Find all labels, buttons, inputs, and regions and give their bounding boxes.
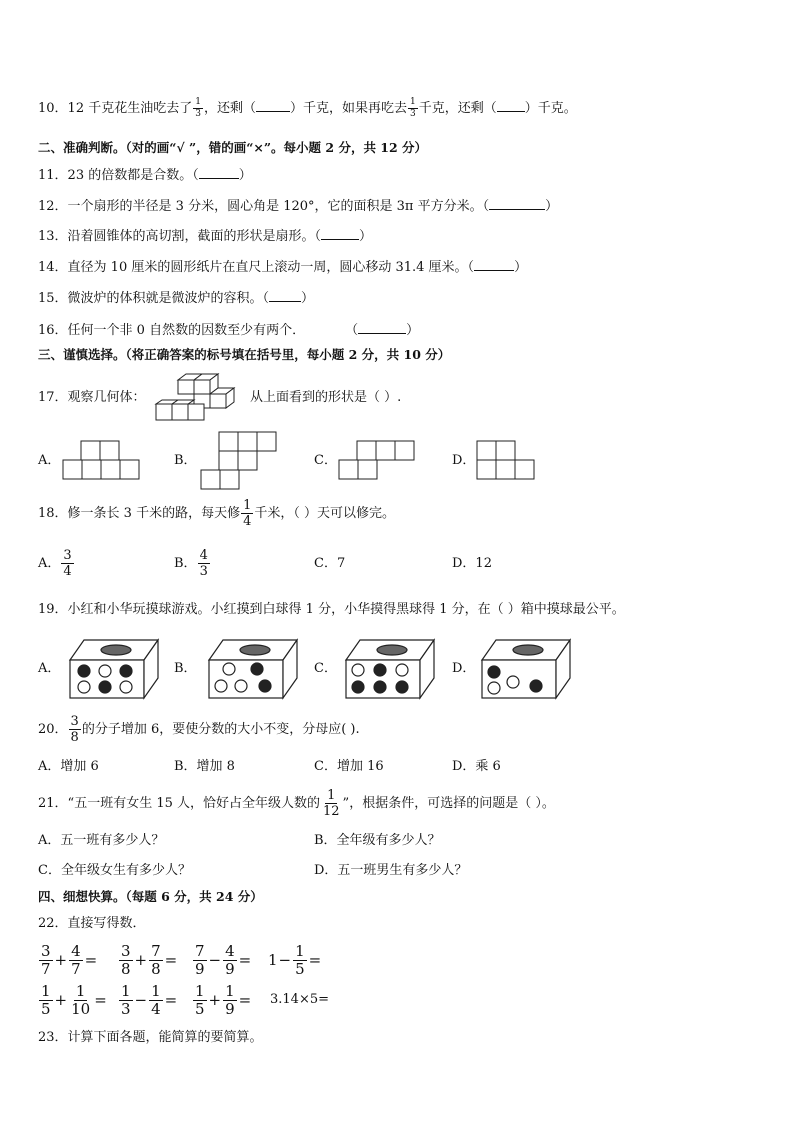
q21-option-c[interactable]: C．全年级女生有多少人？: [38, 863, 191, 878]
question-17-tail: 从上面看到的形状是（ ）.: [250, 390, 402, 405]
expression: $\frac{3}{8}$ + $\frac{7}{8}$ =: [121, 942, 178, 978]
fraction: $\frac{3}{4}$: [63, 548, 72, 579]
answer-blank[interactable]: [474, 258, 514, 271]
expression: $\frac{1}{3}$ − $\frac{1}{4}$ =: [121, 982, 178, 1018]
expression: 3.14×5=: [270, 992, 330, 1007]
question-15: 15．微波炉的体积就是微波炉的容积。（ ）: [38, 291, 315, 306]
fraction: $\frac{1}{3}$: [410, 97, 416, 119]
q19-option-c[interactable]: C．: [314, 661, 337, 676]
question-18: 18．修一条长 3 千米的路，每天修 $\frac{1}{4}$ 千米，（ ）天可以修完。: [38, 498, 395, 529]
q18-option-c[interactable]: C．7: [314, 556, 346, 571]
q19-option-d[interactable]: D．: [452, 661, 476, 676]
ball-box-c: [344, 638, 436, 700]
solid-figure: [154, 372, 238, 422]
question-19: 19．小红和小华玩摸球游戏。小红摸到白球得 1 分，小华摸得黑球得 1 分，在（ ）箱中摸球最公平。: [38, 602, 625, 617]
expression: $\frac{1}{5}$ + $\frac{1}{9}$ =: [195, 982, 252, 1018]
option-b[interactable]: B．: [174, 453, 197, 468]
answer-blank[interactable]: [256, 99, 290, 112]
answer-blank[interactable]: [199, 166, 239, 179]
answer-blank[interactable]: [358, 321, 406, 334]
q18-option-d[interactable]: D．12: [452, 556, 492, 571]
option-a[interactable]: A．: [38, 453, 61, 468]
q21-option-a[interactable]: A．五一班有多少人？: [38, 833, 165, 848]
question-14: 14．直径为 10 厘米的圆形纸片在直尺上滚动一周，圆心移动 31.4 厘米。（ ）: [38, 260, 528, 275]
fraction: $\frac{1}{12}$: [323, 788, 340, 819]
question-23: 23．计算下面各题，能简算的要简算。: [38, 1030, 263, 1045]
option-d[interactable]: D．: [452, 453, 476, 468]
expression: 1 − $\frac{1}{5}$ =: [268, 942, 322, 978]
top-view-shape-a: [62, 440, 140, 482]
q20-option-a[interactable]: A．增加 6: [38, 759, 99, 774]
q20-option-d[interactable]: D．乘 6: [452, 759, 501, 774]
q19-option-b[interactable]: B．: [174, 661, 197, 676]
top-view-shape-b: [200, 431, 278, 491]
ball-box-b: [207, 638, 299, 700]
question-22: 22．直接写得数．: [38, 916, 146, 931]
answer-blank[interactable]: [489, 197, 545, 210]
question-17-label: 17．观察几何体：: [38, 390, 146, 405]
expression: $\frac{7}{9}$ − $\frac{4}{9}$ =: [195, 942, 252, 978]
q18-option-b[interactable]: B． $\frac{4}{3}$: [174, 548, 208, 579]
q21-option-d[interactable]: D．五一班男生有多少人？: [314, 863, 468, 878]
section-2-heading: 二、准确判断。（对的画“√ ”，错的画“×”。每小题 2 分，共 12 分）: [38, 140, 428, 155]
ball-box-d: [480, 638, 572, 700]
option-c[interactable]: C．: [314, 453, 337, 468]
section-4-heading: 四、细想快算。（每题 6 分，共 24 分）: [38, 889, 263, 904]
expression: $\frac{1}{5}$ + $\frac{1}{10}$ =: [41, 982, 107, 1018]
fraction: $\frac{3}{8}$: [70, 714, 79, 745]
fraction: $\frac{1}{4}$: [243, 498, 252, 529]
question-11: 11．23 的倍数都是合数。（ ）: [38, 168, 252, 183]
ball-box-a: [68, 638, 160, 700]
question-10: 10．12 千克花生油吃去了 $\frac{1}{3}$ ，还剩（ ）千克，如果再吃去 $\frac{1}{3}$ 千克，还剩（ ）千克。: [38, 97, 577, 119]
top-view-shape-c: [338, 440, 416, 482]
section-3-heading: 三、谨慎选择。（将正确答案的标号填在括号里，每小题 2 分，共 10 分）: [38, 347, 451, 362]
question-16: 16．任何一个非 0 自然数的因数至少有两个． （ ）: [38, 323, 420, 338]
answer-blank[interactable]: [497, 99, 525, 112]
fraction: $\frac{4}{3}$: [199, 548, 208, 579]
top-view-shape-d: [476, 440, 536, 482]
expression: $\frac{3}{7}$ + $\frac{4}{7}$ =: [41, 942, 98, 978]
q18-option-a[interactable]: A． $\frac{3}{4}$: [38, 548, 72, 579]
q20-option-c[interactable]: C．增加 16: [314, 759, 384, 774]
question-13: 13．沿着圆锥体的高切割，截面的形状是扇形。（ ）: [38, 229, 373, 244]
answer-blank[interactable]: [269, 289, 301, 302]
question-21: 21．“五一班有女生 15 人，恰好占全年级人数的 $\frac{1}{12}$ ”，根据条件，可选择的问题是（ ）。: [38, 788, 555, 819]
q20-option-b[interactable]: B．增加 8: [174, 759, 235, 774]
answer-blank[interactable]: [321, 227, 359, 240]
question-20: 20． $\frac{3}{8}$ 的分子增加 6，要使分数的大小不变，分母应( ).: [38, 714, 360, 745]
fraction: $\frac{1}{3}$: [195, 97, 201, 119]
q19-option-a[interactable]: A．: [38, 661, 61, 676]
q21-option-b[interactable]: B．全年级有多少人？: [314, 833, 441, 848]
question-12: 12．一个扇形的半径是 3 分米，圆心角是 120°，它的面积是 3π 平方分米。（ ）: [38, 199, 559, 214]
